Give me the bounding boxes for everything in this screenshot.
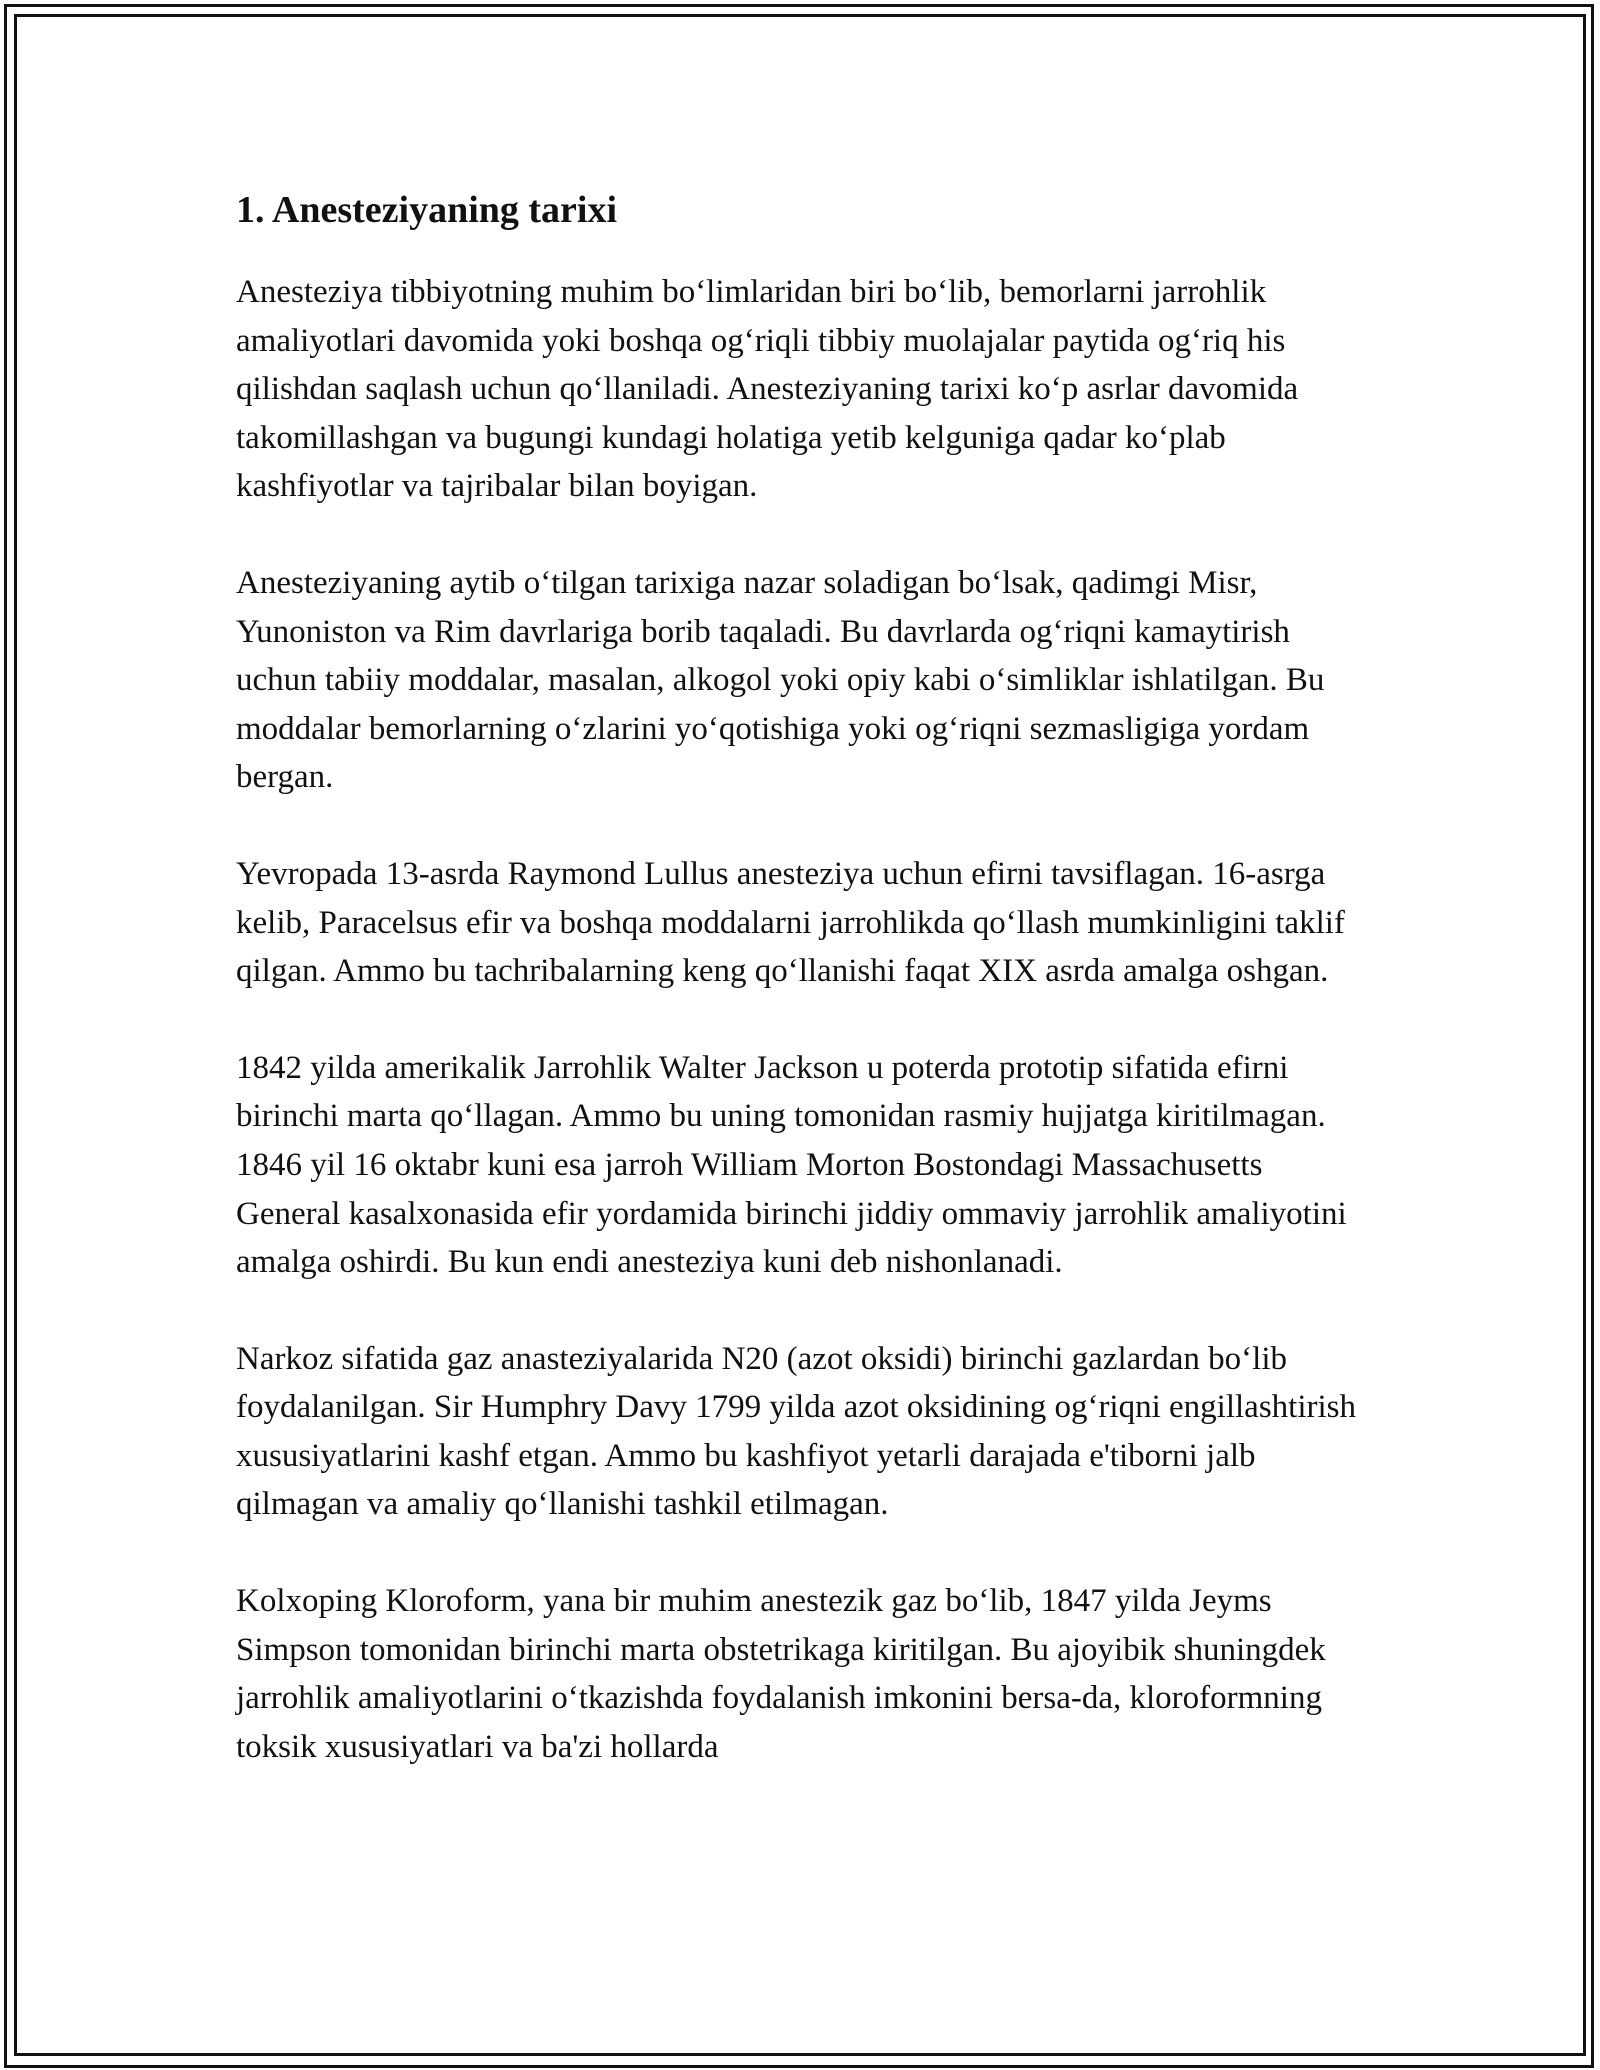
section-heading: 1. Anesteziyaning tarixi <box>236 189 618 231</box>
paragraph: Anesteziyaning aytib o‘tilgan tarixiga nazar soladigan bo‘lsak, qadimgi Misr, Yunoniston va Rim davrlariga borib taqaladi. Bu davrlarda og‘riqni kamaytirish uchun tabiiy moddalar, masalan, alkogol yoki opiy kabi o‘simliklar ishlatilgan. Bu moddalar bemorlarning o‘zlarini yo‘qotishiga yoki og‘riqni sezmasligiga yordam bergan. <box>236 564 1325 796</box>
paragraph: Anesteziya tibbiyotning muhim bo‘limlaridan biri bo‘lib, bemorlarni jarrohlik amaliyotlari davomida yoki boshqa og‘riqli tibbiy muolajalar paytida og‘riq his qilishdan saqlash uchun qo‘llaniladi. Anesteziyaning tarixi ko‘p asrlar davomida takomillashgan va bugungi kundagi holatiga yetib kelguniga qadar ko‘plab kashfiyotlar va tajribalar bilan boyigan. <box>236 274 1299 505</box>
paragraph: Kolxoping Kloroform, yana bir muhim anestezik gaz bo‘lib, 1847 yilda Jeyms Simpson tomonidan birinchi marta obstetrikaga kiritilgan. Bu ajoyibik shuningdek jarrohlik amaliyotlarini o‘tkazishda foydalanish imkonini bersa-da, kloroformning toksik xususiyatlari va ba'zi hollarda <box>236 1583 1326 1765</box>
paragraph: Yevropada 13-asrda Raymond Lullus anesteziya uchun efirni tavsiflagan. 16-asrga kelib, Paracelsus efir va boshqa moddalarni jarrohlikda qo‘llash mumkinligini taklif qilgan. Ammo bu tachribalarning keng qo‘llanishi faqat XIX asrda amalga oshgan. <box>236 855 1345 990</box>
paragraph: Narkoz sifatida gaz anasteziyalarida N20 (azot oksidi) birinchi gazlardan bo‘lib foydalanilgan. Sir Humphry Davy 1799 yilda azot oksidining og‘riqni engillashtirish xususiyatlarini kashf etgan. Ammo bu kashfiyot yetarli darajada e'tiborni jalb qilmagan va amaliy qo‘llanishi tashkil etilmagan. <box>236 1340 1357 1523</box>
paragraph: 1842 yilda amerikalik Jarrohlik Walter Jackson u poterda prototip sifatida efirni birinchi marta qo‘llagan. Ammo bu uning tomonidan rasmiy hujjatga kiritilmagan. 1846 yil 16 oktabr kuni esa jarroh William Morton Bostondagi Massachusetts General kasalxonasida efir yordamida birinchi jiddiy ommaviy jarrohlik amaliyotini amalga oshirdi. Bu kun endi anesteziya kuni deb nishonlanadi. <box>236 1049 1347 1281</box>
document-body <box>236 186 1366 1819</box>
